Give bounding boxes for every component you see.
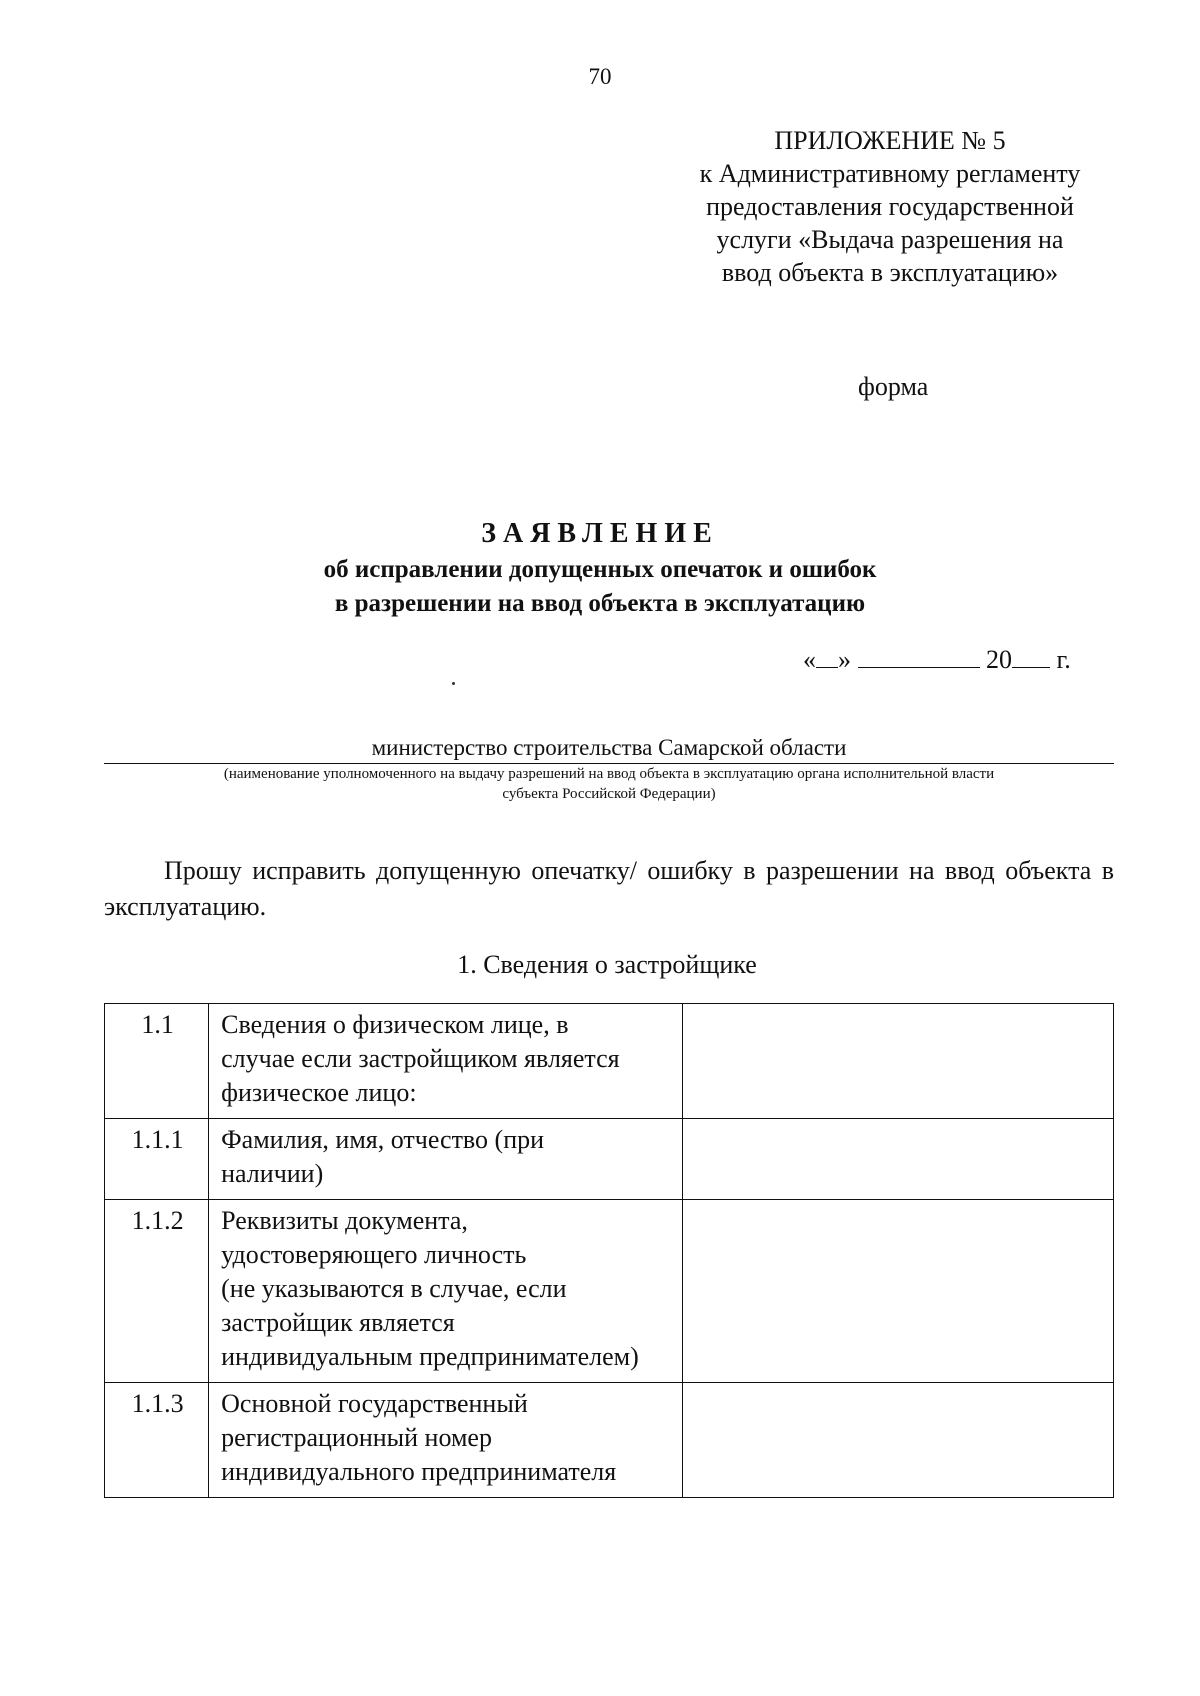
appendix-line: ввод объекта в эксплуатацию» — [721, 258, 1059, 287]
row-label — [209, 1383, 683, 1498]
date-field — [803, 643, 1071, 675]
row-label — [209, 1119, 683, 1200]
authority-note — [104, 764, 1114, 804]
year-blank[interactable] — [1012, 643, 1050, 668]
authority-note-line: (наименование уполномоченного на выдачу разрешений на ввод объекта в эксплуатацию органа исполнительной власти — [223, 766, 995, 782]
row-label-line: наличии) — [221, 1159, 324, 1188]
row-label-line: удостоверяющего личность — [221, 1240, 527, 1269]
table-row — [105, 1200, 1114, 1383]
row-label-line: регистрационный номер — [221, 1423, 492, 1452]
date-open-quote: « — [803, 645, 816, 674]
page-number: 70 — [588, 64, 612, 89]
form-label: форма — [858, 372, 929, 401]
authority-note-line: субъекта Российской Федерации) — [502, 786, 716, 802]
row-label-line: (не указываются в случае, если — [221, 1274, 567, 1303]
row-label-line: индивидуального предпринимателя — [221, 1457, 617, 1486]
row-number: 1.1.3 — [105, 1383, 209, 1498]
document-subtitle — [0, 553, 1200, 621]
applicant-info-table — [104, 1003, 1114, 1498]
row-label-line: физическое лицо: — [221, 1078, 417, 1107]
table-row — [105, 1119, 1114, 1200]
document-title: ЗАЯВЛЕНИЕ — [481, 518, 719, 549]
row-label-line: индивидуальным предпринимателем) — [221, 1342, 639, 1371]
appendix-line: услуги «Выдача разрешения на — [716, 225, 1064, 254]
row-label — [209, 1004, 683, 1119]
subtitle-line: в разрешении на ввод объекта в эксплуатацию — [334, 590, 866, 617]
row-label — [209, 1200, 683, 1383]
month-blank[interactable] — [858, 643, 980, 668]
row-value[interactable] — [683, 1383, 1114, 1498]
year-prefix: 20 — [986, 645, 1012, 674]
row-number: 1.1 — [105, 1004, 209, 1119]
row-label-line: Реквизиты документа, — [221, 1206, 468, 1235]
appendix-line: предоставления государственной — [706, 192, 1074, 221]
stray-dot — [452, 682, 455, 685]
row-label-line: Основной государственный — [221, 1389, 528, 1418]
row-number: 1.1.2 — [105, 1200, 209, 1383]
year-suffix: г. — [1056, 645, 1071, 674]
row-label-line: Фамилия, имя, отчество (при — [221, 1125, 545, 1154]
day-blank[interactable] — [816, 643, 838, 668]
row-label-line: застройщик является — [221, 1308, 455, 1337]
appendix-header — [650, 124, 1130, 289]
authority-name: министерство строительства Самарской области — [104, 733, 1114, 764]
subtitle-line: об исправлении допущенных опечаток и ошибок — [323, 556, 877, 583]
request-text: Прошу исправить допущенную опечатку/ ошибку в разрешении на ввод объекта в эксплуатацию. — [104, 856, 1114, 921]
date-close-quote: » — [838, 645, 851, 674]
section-title: 1. Сведения о застройщике — [457, 950, 757, 979]
row-number: 1.1.1 — [105, 1119, 209, 1200]
row-value[interactable] — [683, 1119, 1114, 1200]
row-label-line: случае если застройщиком является — [221, 1044, 620, 1073]
table-row — [105, 1383, 1114, 1498]
row-value[interactable] — [683, 1004, 1114, 1119]
appendix-line: к Административному регламенту — [699, 159, 1081, 188]
appendix-line: ПРИЛОЖЕНИЕ № 5 — [774, 126, 1006, 155]
row-value[interactable] — [683, 1200, 1114, 1383]
table-row — [105, 1004, 1114, 1119]
row-label-line: Сведения о физическом лице, в — [221, 1010, 569, 1039]
